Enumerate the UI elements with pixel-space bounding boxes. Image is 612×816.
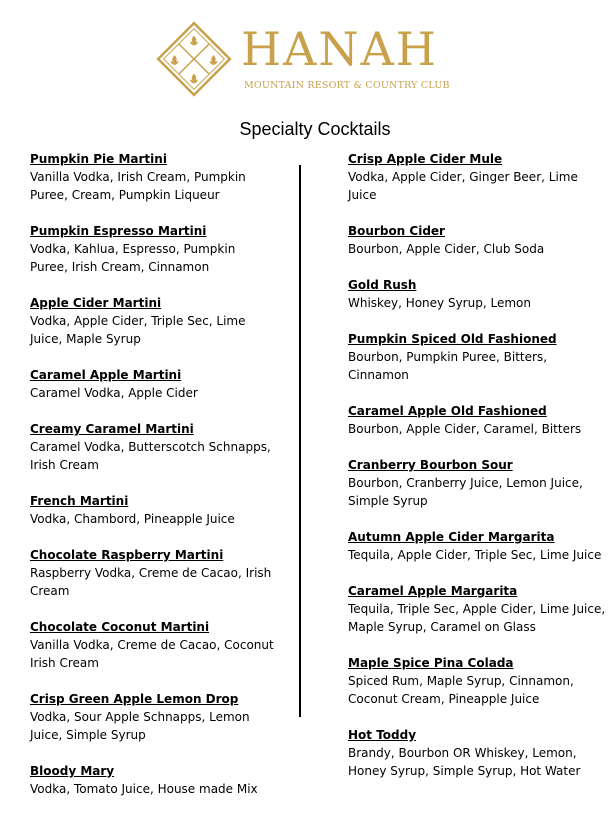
cocktail-ingredients: Tequila, Apple Cider, Triple Sec, Lime Juice [348,548,602,562]
cocktail-ingredients: Bourbon, Apple Cider, Club Soda [348,242,545,256]
cocktail-item [348,276,608,312]
cocktail-name: Caramel Apple Old Fashioned [348,404,547,418]
cocktail-name: Gold Rush [348,278,417,292]
cocktail-item [30,690,275,744]
column-divider [299,165,301,717]
cocktail-item [30,366,275,402]
cocktail-name: French Martini [30,494,129,508]
hanah-logo-icon [155,20,233,98]
cocktail-name: Cranberry Bourbon Sour [348,458,513,472]
cocktail-item [30,222,275,276]
cocktail-ingredients: Vanilla Vodka, Creme de Cacao, Coconut Irish Cream [30,638,274,670]
cocktail-item [348,654,608,708]
cocktail-ingredients: Vodka, Apple Cider, Ginger Beer, Lime Juice [348,170,578,202]
cocktail-name: Bloody Mary [30,764,115,778]
cocktail-item [348,222,608,258]
cocktail-ingredients: Bourbon, Cranberry Juice, Lemon Juice, Simple Syrup [348,476,583,508]
cocktail-ingredients: Whiskey, Honey Syrup, Lemon [348,296,531,310]
cocktail-item [348,330,608,384]
cocktail-item [30,150,275,204]
cocktail-ingredients: Vanilla Vodka, Irish Cream, Pumpkin Puree, Cream, Pumpkin Liqueur [30,170,246,202]
cocktail-item [30,294,275,348]
cocktail-name: Pumpkin Espresso Martini [30,224,207,238]
cocktail-name: Caramel Apple Margarita [348,584,518,598]
brand-name: HANAH [241,22,438,76]
cocktail-name: Apple Cider Martini [30,296,162,310]
cocktail-name: Caramel Apple Martini [30,368,182,382]
cocktail-column-left [30,150,275,816]
brand-subtitle: MOUNTAIN RESORT & COUNTRY CLUB [244,80,450,91]
cocktail-ingredients: Vodka, Sour Apple Schnapps, Lemon Juice, Simple Syrup [30,710,250,742]
cocktail-item [348,582,608,636]
cocktail-name: Pumpkin Spiced Old Fashioned [348,332,557,346]
cocktail-name: Bourbon Cider [348,224,445,238]
header [155,20,465,100]
cocktail-item [348,528,608,564]
cocktail-ingredients: Bourbon, Pumpkin Puree, Bitters, Cinnamon [348,350,548,382]
cocktail-ingredients: Bourbon, Apple Cider, Caramel, Bitters [348,422,582,436]
cocktail-name: Chocolate Raspberry Martini [30,548,224,562]
cocktail-item [348,726,608,780]
cocktail-item [30,762,275,798]
cocktail-name: Pumpkin Pie Martini [30,152,167,166]
cocktail-ingredients: Raspberry Vodka, Creme de Cacao, Irish Cream [30,566,272,598]
cocktail-item [30,546,275,600]
cocktail-ingredients: Caramel Vodka, Butterscotch Schnapps, Irish Cream [30,440,271,472]
cocktail-ingredients: Spiced Rum, Maple Syrup, Cinnamon, Coconut Cream, Pineapple Juice [348,674,574,706]
cocktail-item [348,456,608,510]
cocktail-item [348,150,608,204]
cocktail-name: Maple Spice Pina Colada [348,656,514,670]
cocktail-name: Crisp Apple Cider Mule [348,152,503,166]
cocktail-ingredients: Tequila, Triple Sec, Apple Cider, Lime Juice, Maple Syrup, Caramel on Glass [348,602,606,634]
cocktail-item [30,618,275,672]
cocktail-name: Chocolate Coconut Martini [30,620,210,634]
cocktail-ingredients: Vodka, Chambord, Pineapple Juice [30,512,235,526]
cocktail-name: Creamy Caramel Martini [30,422,194,436]
cocktail-ingredients: Vodka, Tomato Juice, House made Mix [30,782,258,796]
cocktail-ingredients: Caramel Vodka, Apple Cider [30,386,198,400]
cocktail-ingredients: Brandy, Bourbon OR Whiskey, Lemon, Honey Syrup, Simple Syrup, Hot Water [348,746,581,778]
cocktail-column-right [348,150,608,798]
cocktail-item [30,420,275,474]
menu-title: Specialty Cocktails [239,119,391,139]
cocktail-item [30,492,275,528]
cocktail-ingredients: Vodka, Apple Cider, Triple Sec, Lime Juice, Maple Syrup [30,314,246,346]
cocktail-name: Crisp Green Apple Lemon Drop [30,692,239,706]
cocktail-name: Hot Toddy [348,728,417,742]
cocktail-ingredients: Vodka, Kahlua, Espresso, Pumpkin Puree, Irish Cream, Cinnamon [30,242,236,274]
cocktail-name: Autumn Apple Cider Margarita [348,530,555,544]
cocktail-item [348,402,608,438]
